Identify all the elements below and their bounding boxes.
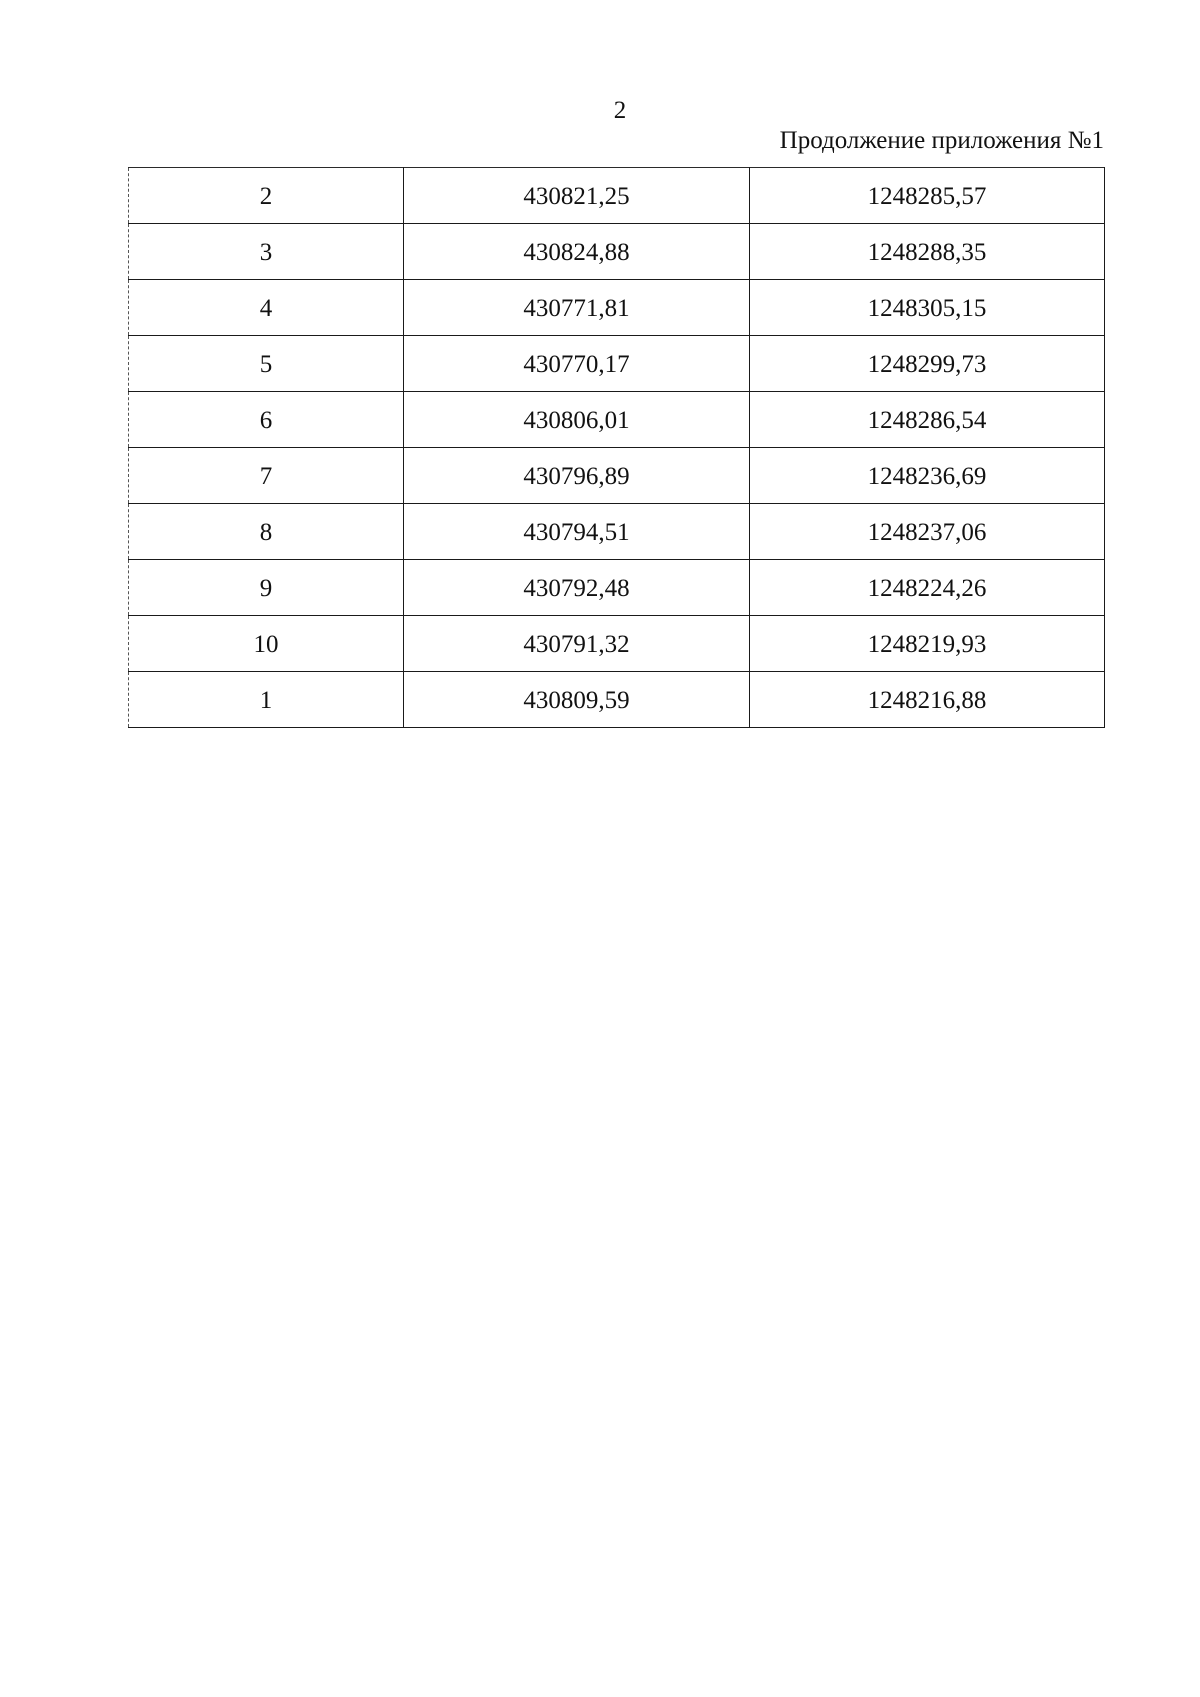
x-coordinate-cell: 430791,32 [404,616,750,672]
point-number-cell: 9 [129,560,404,616]
x-coordinate-cell: 430794,51 [404,504,750,560]
table-row [129,168,1105,224]
y-coordinate-cell: 1248299,73 [750,336,1105,392]
point-number-cell: 4 [129,280,404,336]
table-row [129,336,1105,392]
y-coordinate-cell: 1248286,54 [750,392,1105,448]
point-number-cell: 2 [129,168,404,224]
table-row [129,448,1105,504]
coordinates-table [128,167,1105,728]
point-number-cell: 6 [129,392,404,448]
x-coordinate-cell: 430792,48 [404,560,750,616]
x-coordinate-cell: 430770,17 [404,336,750,392]
y-coordinate-cell: 1248237,06 [750,504,1105,560]
x-coordinate-cell: 430796,89 [404,448,750,504]
y-coordinate-cell: 1248288,35 [750,224,1105,280]
y-coordinate-cell: 1248216,88 [750,672,1105,728]
point-number-cell: 3 [129,224,404,280]
x-coordinate-cell: 430821,25 [404,168,750,224]
page-number: 2 [613,97,627,124]
y-coordinate-cell: 1248285,57 [750,168,1105,224]
x-coordinate-cell: 430824,88 [404,224,750,280]
appendix-continuation-label: Продолжение приложения №1 [779,127,1104,154]
y-coordinate-cell: 1248224,26 [750,560,1105,616]
table-row [129,504,1105,560]
point-number-cell: 5 [129,336,404,392]
y-coordinate-cell: 1248305,15 [750,280,1105,336]
point-number-cell: 8 [129,504,404,560]
table-row [129,672,1105,728]
point-number-cell: 7 [129,448,404,504]
x-coordinate-cell: 430809,59 [404,672,750,728]
x-coordinate-cell: 430806,01 [404,392,750,448]
x-coordinate-cell: 430771,81 [404,280,750,336]
table-row [129,280,1105,336]
table-row [129,392,1105,448]
table-row [129,560,1105,616]
y-coordinate-cell: 1248219,93 [750,616,1105,672]
point-number-cell: 10 [129,616,404,672]
table-row [129,616,1105,672]
point-number-cell: 1 [129,672,404,728]
y-coordinate-cell: 1248236,69 [750,448,1105,504]
table-row [129,224,1105,280]
